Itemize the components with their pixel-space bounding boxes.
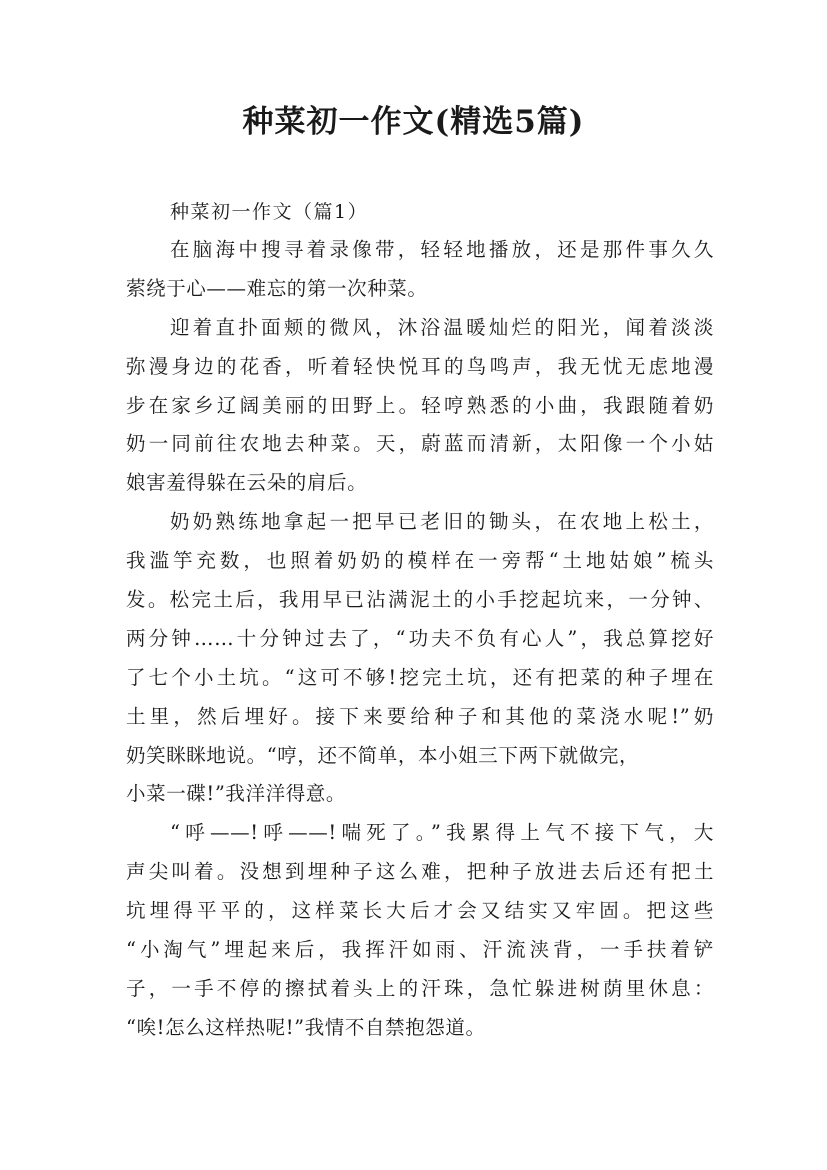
- paragraph-line: 弥漫身边的花香，听着轻快悦耳的鸟鸣声，我无忧无虑地漫: [126, 354, 714, 378]
- paragraph-4: [126, 814, 714, 1047]
- paragraph-1: [126, 231, 714, 309]
- paragraph-line: 奶奶熟练地拿起一把早已老旧的锄头，在农地上松土，: [170, 510, 714, 534]
- paragraph-line: 坑埋得平平的，这样菜长大后才会又结实又牢固。把这些: [126, 899, 714, 923]
- paragraph-line: 萦绕于心——难忘的第一次种菜。: [126, 276, 428, 300]
- paragraph-line: 声尖叫着。没想到埋种子这么难，把种子放进去后还有把土: [126, 860, 714, 884]
- paragraph-line: 两分钟……十分钟过去了，“功夫不负有心人”，我总算挖好: [126, 626, 714, 650]
- paragraph-line: 土里，然后埋好。接下来要给种子和其他的菜浇水呢!”奶: [126, 704, 714, 728]
- document-title: 种菜初一作文(精选5篇): [242, 104, 585, 140]
- paragraph-line: 了七个小土坑。“这可不够!挖完土坑，还有把菜的种子埋在: [126, 665, 714, 689]
- paragraph-2: [126, 309, 714, 503]
- paragraph-line: “小淘气”埋起来后，我挥汗如雨、汗流浃背，一手扶着铲: [126, 938, 714, 962]
- paragraph-line: 奶笑眯眯地说。“哼，还不简单，本小姐三下两下就做完，: [126, 743, 640, 767]
- paragraph-line: 在脑海中搜寻着录像带，轻轻地播放，还是那件事久久: [170, 238, 714, 261]
- section-heading: 种菜初一作文（篇1）: [170, 201, 369, 223]
- paragraph-line: 步在家乡辽阔美丽的田野上。轻哼熟悉的小曲，我跟随着奶: [126, 393, 714, 417]
- paragraph-line: 迎着直扑面颊的微风，沐浴温暖灿烂的阳光，闻着淡淡: [170, 315, 714, 339]
- paragraph-3: [126, 503, 714, 814]
- document-body: [126, 193, 714, 1048]
- paragraph-line: 奶一同前往农地去种菜。天，蔚蓝而清新，太阳像一个小姑: [126, 432, 714, 456]
- paragraph-line: 小菜一碟!”我洋洋得意。: [126, 782, 347, 806]
- paragraph-line: “呼——!呼——!喘死了。”我累得上气不接下气，大: [170, 821, 714, 845]
- paragraph-line: 我滥竽充数，也照着奶奶的模样在一旁帮“土地姑娘”梳头: [126, 549, 714, 573]
- paragraph-line: 子，一手不停的擦拭着头上的汗珠，急忙躲进树荫里休息：: [126, 976, 714, 1000]
- paragraph-line: 发。松完土后，我用早已沾满泥土的小手挖起坑来，一分钟、: [126, 588, 714, 612]
- paragraph-line: 娘害羞得躲在云朵的肩后。: [126, 471, 368, 495]
- paragraph-line: “唉!怎么这样热呢!”我情不自禁抱怨道。: [126, 1015, 486, 1039]
